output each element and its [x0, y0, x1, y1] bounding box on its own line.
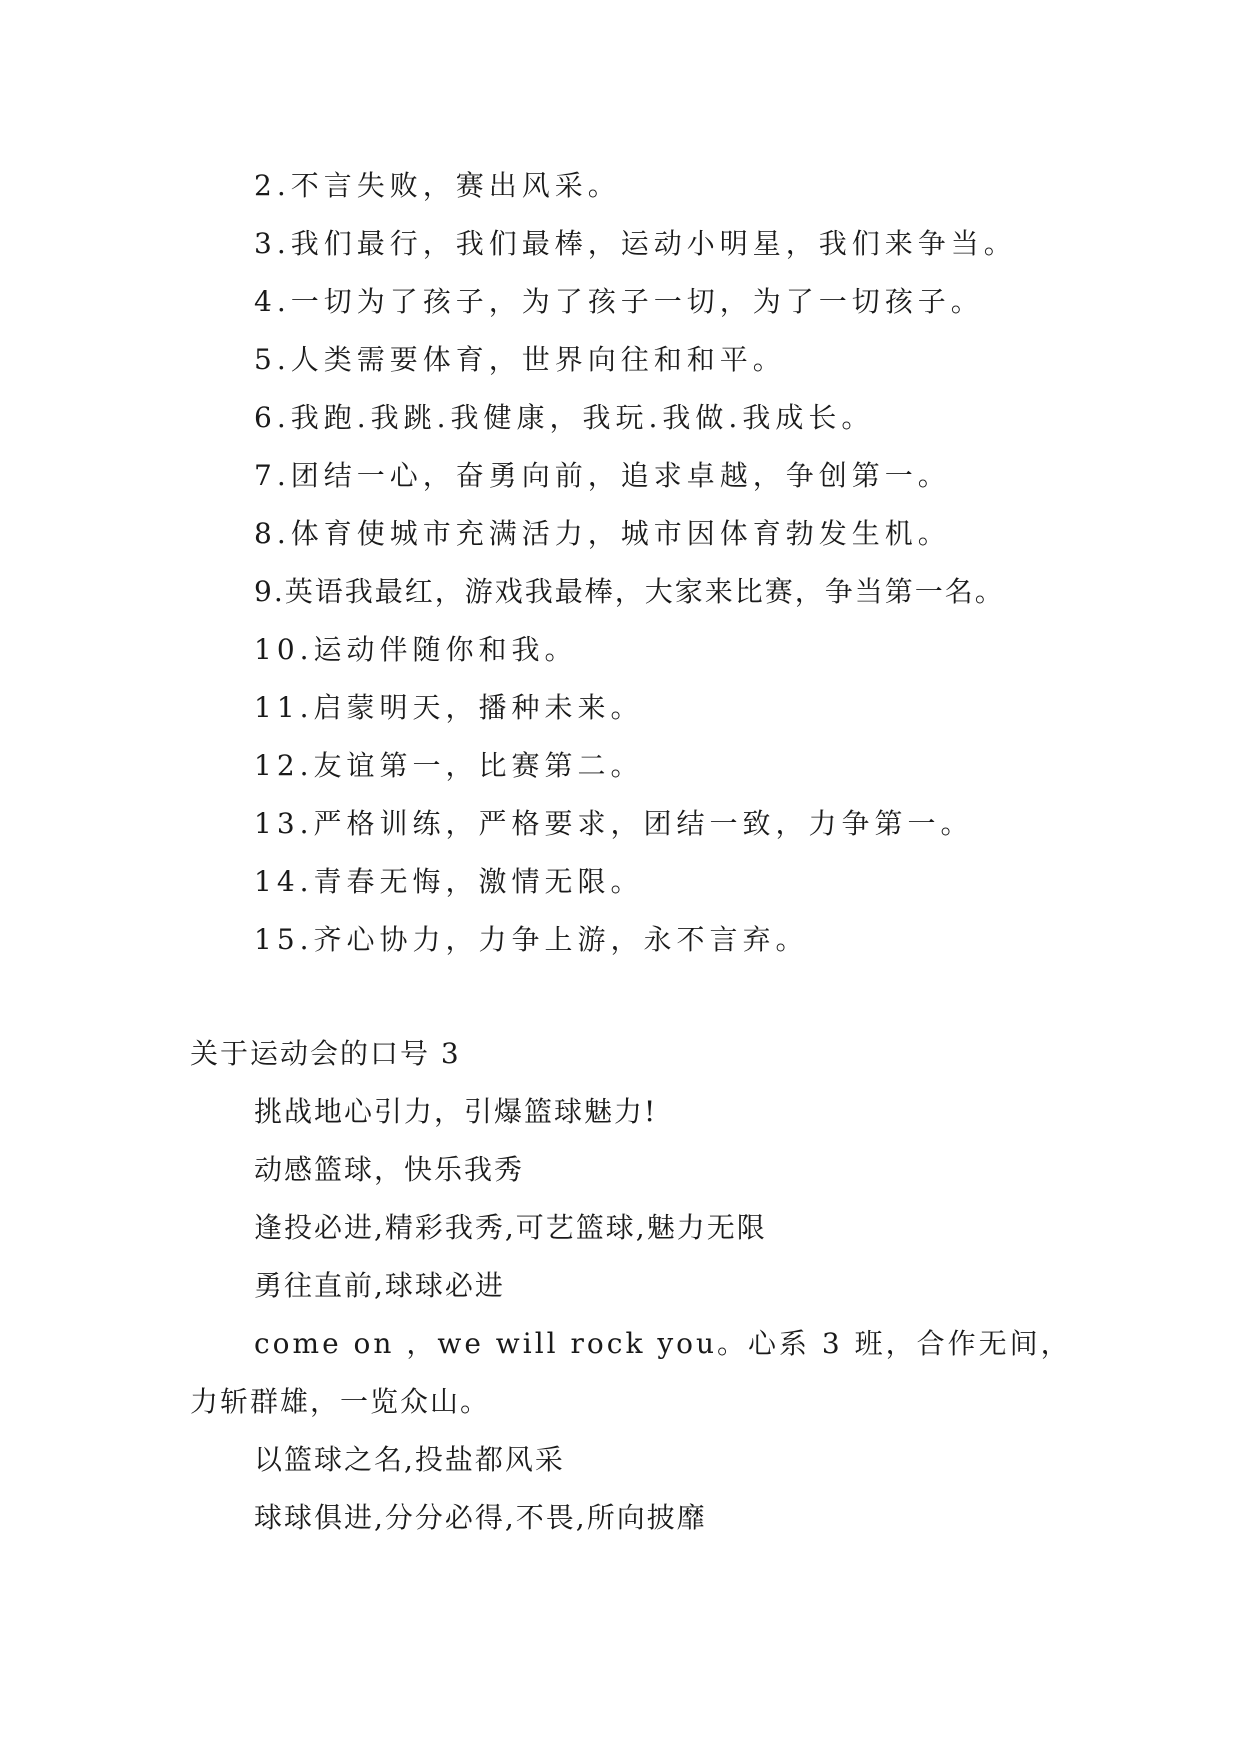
list-item: 3.我们最行，我们最棒，运动小明星，我们来争当。 — [254, 227, 1017, 260]
slogan-line: 勇往直前,球球必进 — [254, 1269, 505, 1302]
list-item: 13.严格训练，严格要求，团结一致，力争第一。 — [254, 807, 974, 840]
list-item: 2.不言失败，赛出风采。 — [254, 169, 621, 202]
list-item: 11.启蒙明天，播种未来。 — [254, 691, 644, 724]
list-item: 9.英语我最红，游戏我最棒，大家来比赛，争当第一名。 — [254, 575, 1005, 608]
list-item: 8.体育使城市充满活力，城市因体育勃发生机。 — [254, 517, 951, 550]
slogan-line: 挑战地心引力，引爆篮球魅力! — [254, 1095, 658, 1128]
paragraph-line: 力斩群雄，一览众山。 — [190, 1385, 491, 1418]
list-item: 5.人类需要体育，世界向往和和平。 — [254, 343, 786, 376]
section-heading: 关于运动会的口号 3 — [190, 1037, 461, 1070]
slogan-line: 逢投必进,精彩我秀,可艺篮球,魅力无限 — [254, 1211, 767, 1244]
slogan-line: 动感篮球，快乐我秀 — [254, 1153, 525, 1186]
list-item: 7.团结一心，奋勇向前，追求卓越，争创第一。 — [254, 459, 951, 492]
list-item: 6.我跑.我跳.我健康，我玩.我做.我成长。 — [254, 401, 875, 434]
slogan-line: 球球俱进,分分必得,不畏,所向披靡 — [254, 1501, 707, 1534]
paragraph-line: come on ，we will rock you。心系 3 班，合作无间， — [254, 1327, 1072, 1360]
list-item: 14.青春无悔，激情无限。 — [254, 865, 644, 898]
list-item: 12.友谊第一，比赛第二。 — [254, 749, 644, 782]
slogan-line: 以篮球之名,投盐都风采 — [254, 1443, 565, 1476]
list-item: 15.齐心协力，力争上游，永不言弃。 — [254, 923, 809, 956]
list-item: 10.运动伴随你和我。 — [254, 633, 578, 666]
list-item: 4.一切为了孩子，为了孩子一切，为了一切孩子。 — [254, 285, 984, 318]
